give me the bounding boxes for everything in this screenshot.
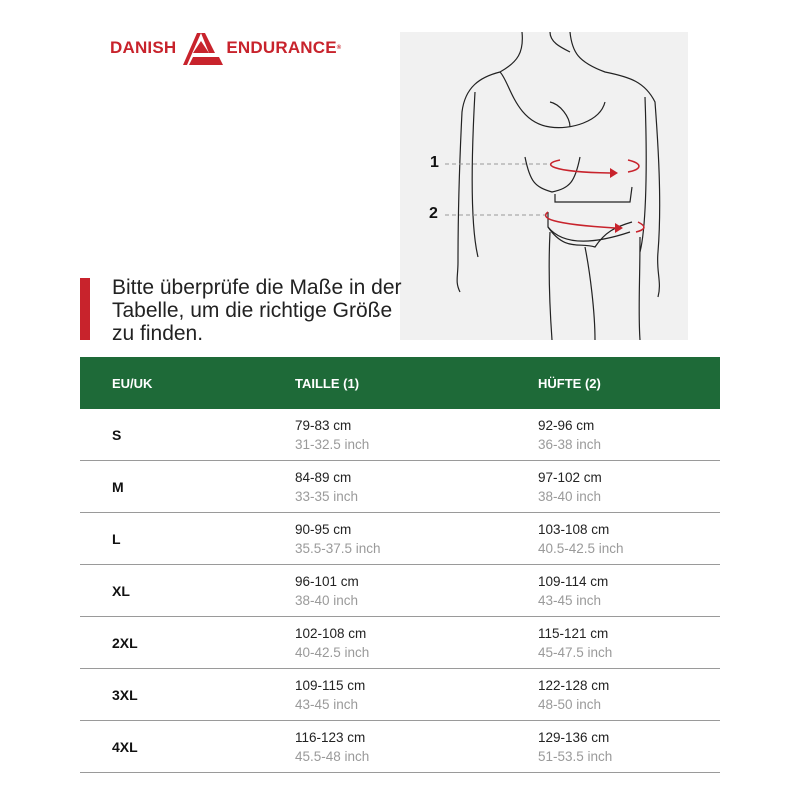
hip-cell bbox=[538, 617, 720, 669]
hip-cm: 109-114 cm bbox=[538, 573, 609, 589]
hip-cell bbox=[538, 461, 720, 513]
waist-inch: 40-42.5 inch bbox=[295, 644, 370, 660]
waist-cm: 79-83 cm bbox=[295, 417, 352, 433]
hip-inch: 45-47.5 inch bbox=[538, 644, 613, 660]
hip-cell bbox=[538, 565, 720, 617]
table-row bbox=[80, 409, 720, 461]
waist-inch: 43-45 inch bbox=[295, 696, 359, 712]
size-cell: XL bbox=[80, 565, 295, 617]
waist-inch: 31-32.5 inch bbox=[295, 436, 370, 452]
hip-cell bbox=[538, 669, 720, 721]
table-row bbox=[80, 669, 720, 721]
size-cell: 2XL bbox=[80, 617, 295, 669]
waist-inch: 35.5-37.5 inch bbox=[295, 540, 381, 556]
registered-mark: ® bbox=[336, 45, 342, 51]
table-row bbox=[80, 617, 720, 669]
waist-cm: 109-115 cm bbox=[295, 677, 366, 693]
hip-inch: 43-45 inch bbox=[538, 592, 602, 608]
body-measurement-illustration bbox=[400, 32, 688, 340]
accent-bar bbox=[80, 278, 90, 340]
hip-cm: 122-128 cm bbox=[538, 677, 610, 693]
waist-cell bbox=[295, 513, 538, 565]
mountain-logo-icon bbox=[179, 31, 223, 65]
hip-cm: 129-136 cm bbox=[538, 729, 610, 745]
marker-hip: 2 bbox=[429, 205, 438, 222]
header-hip: HÜFTE (2) bbox=[538, 357, 720, 409]
waist-inch: 45.5-48 inch bbox=[295, 748, 370, 764]
table-row bbox=[80, 461, 720, 513]
table-row bbox=[80, 721, 720, 773]
size-table bbox=[80, 357, 720, 773]
header-waist: TAILLE (1) bbox=[295, 357, 538, 409]
size-cell: 4XL bbox=[80, 721, 295, 773]
hip-cm: 115-121 cm bbox=[538, 625, 609, 641]
hip-cm: 97-102 cm bbox=[538, 469, 602, 485]
waist-cm: 90-95 cm bbox=[295, 521, 352, 537]
brand-right: ENDURANCE bbox=[226, 38, 337, 57]
waist-inch: 38-40 inch bbox=[295, 592, 359, 608]
hip-cell bbox=[538, 409, 720, 461]
waist-cell bbox=[295, 565, 538, 617]
waist-cm: 84-89 cm bbox=[295, 469, 352, 485]
hip-cell bbox=[538, 513, 720, 565]
hip-inch: 40.5-42.5 inch bbox=[538, 540, 624, 556]
brand-left: DANISH bbox=[110, 38, 177, 57]
waist-inch: 33-35 inch bbox=[295, 488, 359, 504]
waist-cell bbox=[295, 461, 538, 513]
waist-cell bbox=[295, 721, 538, 773]
marker-waist: 1 bbox=[430, 154, 439, 171]
waist-cm: 116-123 cm bbox=[295, 729, 366, 745]
hip-cell bbox=[538, 721, 720, 773]
hip-inch: 48-50 inch bbox=[538, 696, 602, 712]
table-header bbox=[80, 357, 720, 409]
hip-inch: 36-38 inch bbox=[538, 436, 602, 452]
table-row bbox=[80, 565, 720, 617]
waist-cell bbox=[295, 617, 538, 669]
waist-cell bbox=[295, 669, 538, 721]
waist-cm: 102-108 cm bbox=[295, 625, 367, 641]
waist-cm: 96-101 cm bbox=[295, 573, 359, 589]
size-cell: M bbox=[80, 461, 295, 513]
size-cell: 3XL bbox=[80, 669, 295, 721]
table-row bbox=[80, 513, 720, 565]
hip-inch: 38-40 inch bbox=[538, 488, 602, 504]
hip-inch: 51-53.5 inch bbox=[538, 748, 613, 764]
size-cell: L bbox=[80, 513, 295, 565]
size-cell: S bbox=[80, 409, 295, 461]
hip-cm: 92-96 cm bbox=[538, 417, 595, 433]
brand-logo bbox=[110, 30, 341, 66]
header-size: EU/UK bbox=[80, 357, 295, 409]
hip-cm: 103-108 cm bbox=[538, 521, 610, 537]
waist-cell bbox=[295, 409, 538, 461]
intro-text: Bitte überprüfe die Maße in der Tabelle, um die richtige Größe zu finden. bbox=[112, 276, 402, 345]
